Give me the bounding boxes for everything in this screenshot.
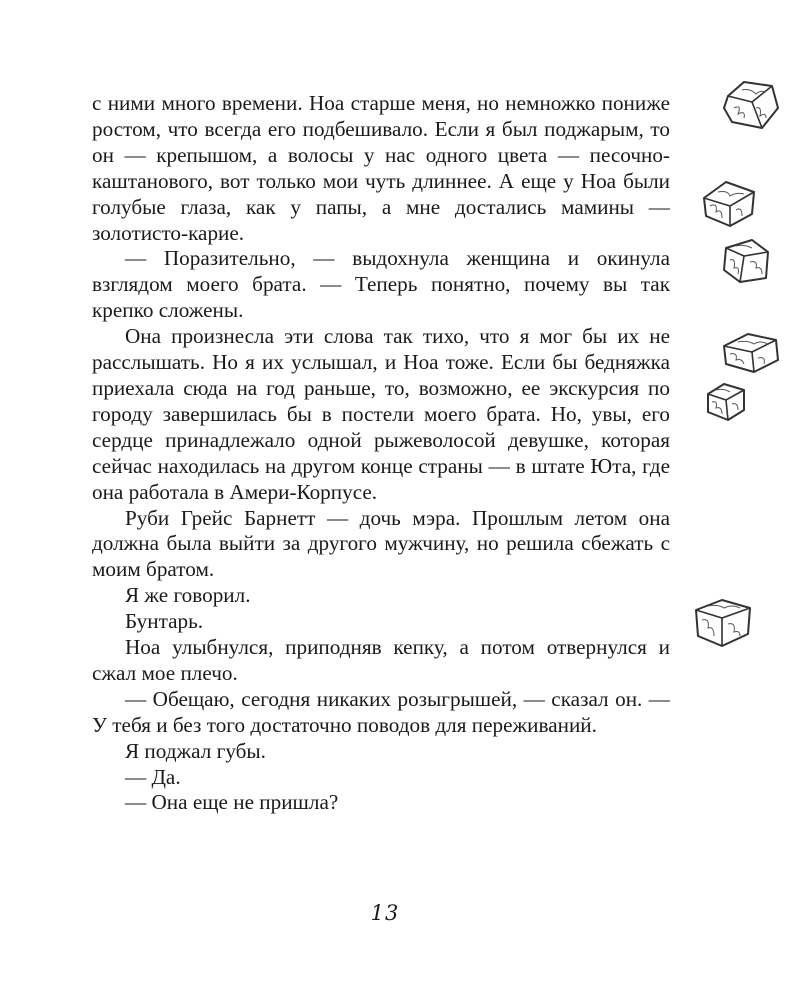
ice-cube-icon	[720, 330, 782, 374]
ice-cube-icon	[722, 238, 772, 284]
paragraph: с ними много времени. Ноа старше меня, но немножко пониже ростом, что всегда его подбешивало. Если я был поджарым, то он — крепышом, а волосы у нас одного цвета — песочно-каштанового, вот только мои чуть длиннее. А еще у Ноа были голубые глаза, как у папы, а мне достались мамины — золотисто-карие.	[92, 91, 670, 245]
body-text	[92, 91, 670, 816]
paragraph: Я поджал губы.	[125, 738, 266, 763]
paragraph: Ноа улыбнулся, приподняв кепку, а потом отвернулся и сжал мое плечо.	[92, 635, 670, 685]
paragraph: Бунтарь.	[125, 609, 204, 634]
paragraph: — Поразительно, — выдохнула женщина и окинула взглядом моего брата. — Теперь понятно, почему вы так крепко сложены.	[92, 246, 670, 323]
paragraph: — Она еще не пришла?	[125, 790, 339, 815]
paragraph: Она произнесла эти слова так тихо, что я мог бы их не расслышать. Но я их услышал, и Ноа тоже. Если бы бедняжка приехала сюда на год раньше, то, возможно, ее экскурсия по городу завершилась бы в постели моего брата. Но, увы, его сердце принадлежало одной рыжеволосой девушке, которая сейчас находилась на другом конце страны — в штате Юта, где она работала в Амери-Корпусе.	[92, 324, 670, 504]
paragraph: — Да.	[125, 764, 181, 789]
ice-cube-icon	[692, 598, 754, 648]
paragraph: — Обещаю, сегодня никаких розыгрышей, — сказал он. — У тебя и без того достаточно поводов для переживаний.	[92, 686, 670, 737]
ice-cube-icon	[700, 178, 760, 228]
paragraph: Я же говорил.	[125, 583, 251, 608]
page-number: 13	[370, 901, 400, 925]
ice-cube-icon	[722, 78, 782, 132]
ice-cube-icon	[704, 382, 748, 422]
paragraph: Руби Грейс Барнетт — дочь мэра. Прошлым летом она должна была выйти за другого мужчину, но решила сбежать с моим братом.	[92, 505, 670, 582]
